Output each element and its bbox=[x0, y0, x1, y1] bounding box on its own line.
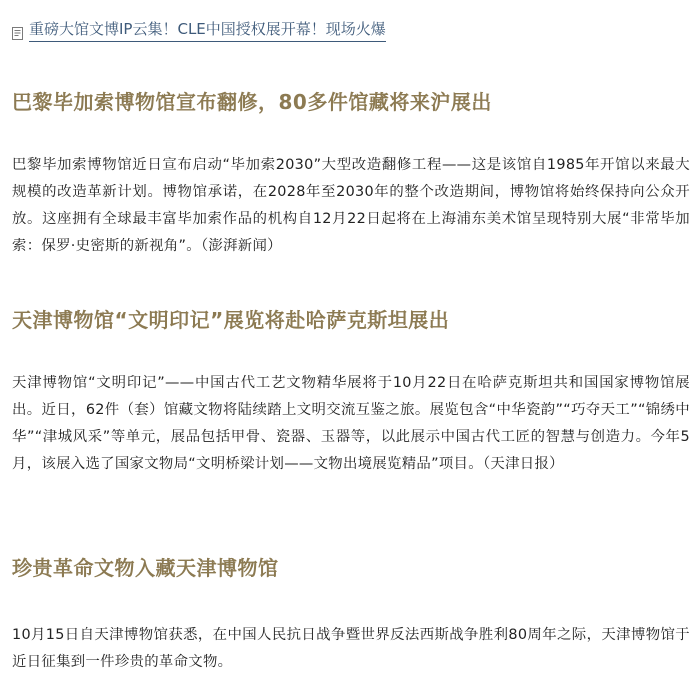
related-article-link-text[interactable]: 重磅大馆文博IP云集！CLE中国授权展开幕！现场火爆 bbox=[29, 18, 386, 42]
article-body-tianjin-exhibition: 天津博物馆“文明印记”——中国古代工艺文物精华展将于10月22日在哈萨克斯坦共和国国家博物馆展出。近日，62件（套）馆藏文物将陆续踏上文明交流互鉴之旅。展览包含“中华瓷韵”“巧夺天工”“锦绣中华”“津城风采”等单元，展品包括甲骨、瓷器、玉器等，以此展示中国古代工匠的智慧与创造力。今年5月，该展入选了国家文物局“文明桥梁计划——文物出境展览精品”项目。（天津日报） bbox=[12, 375, 690, 472]
article-body-revolutionary-relic: 10月15日自天津博物馆获悉，在中国人民抗日战争暨世界反法西斯战争胜利80周年之际，天津博物馆于近日征集到一件珍贵的革命文物。 bbox=[12, 627, 690, 670]
article-title-picasso: 巴黎毕加索博物馆宣布翻修，80多件馆藏将来沪展出 bbox=[12, 90, 492, 114]
article-body-picasso: 巴黎毕加索博物馆近日宣布启动“毕加索2030”大型改造翻修工程——这是该馆自1985年开馆以来最大规模的改造革新计划。博物馆承诺，在2028年至2030年的整个改造期间，博物馆将始终保持向公众开放。这座拥有全球最丰富毕加索作品的机构自12月22日起将在上海浦东美术馆呈现特别大展“非常毕加索：保罗·史密斯的新视角”。（澎湃新闻） bbox=[12, 157, 690, 254]
document-icon bbox=[12, 24, 23, 37]
article-title-revolutionary-relic: 珍贵革命文物入藏天津博物馆 bbox=[12, 556, 279, 580]
article-title-tianjin-exhibition: 天津博物馆“文明印记”展览将赴哈萨克斯坦展出 bbox=[12, 308, 450, 332]
related-article-link[interactable] bbox=[12, 18, 386, 42]
